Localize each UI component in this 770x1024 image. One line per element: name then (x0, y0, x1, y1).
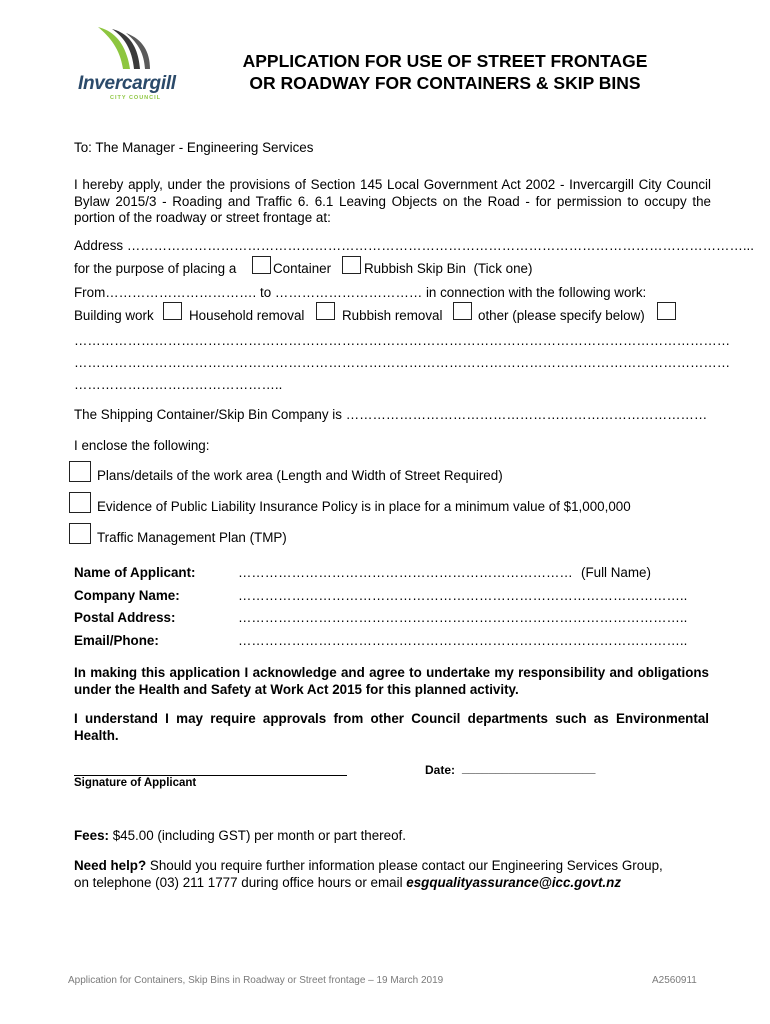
skip-bin-label: Rubbish Skip Bin (364, 261, 466, 276)
full-name-hint: (Full Name) (581, 565, 651, 580)
specify-line-1[interactable]: ………………………………………………………………………………………………………………………………… (74, 333, 731, 348)
help-email-link[interactable]: esgqualityassurance@icc.govt.nz (406, 875, 622, 890)
applicant-name-field[interactable]: ………………………………………………………………… (238, 565, 573, 580)
title-line-2: OR ROADWAY FOR CONTAINERS & SKIP BINS (249, 73, 641, 93)
date-label: Date: (425, 763, 456, 777)
logo-swoosh-icon (92, 25, 162, 75)
company-line (74, 407, 707, 422)
intro-paragraph: I hereby apply, under the provisions of Section 145 Local Government Act 2002 - Invercargill City Council Bylaw 2015/3 - Roading and Traffic 6. 6.1 Leaving Objects on the Road - for permission to occupy the portion of the roadway or street frontage at: (74, 177, 711, 225)
form-title (190, 50, 700, 94)
address-label: Address (74, 238, 124, 253)
title-line-1: APPLICATION FOR USE OF STREET FRONTAGE (242, 51, 648, 71)
logo-name: Invercargill (78, 73, 176, 94)
company-line-label: The Shipping Container/Skip Bin Company is (74, 407, 342, 422)
address-field[interactable]: …………………………………………………………………………………………………………………………... (126, 238, 754, 253)
skip-bin-option-label (364, 261, 532, 276)
specify-line-3[interactable]: ……………………………………….. (74, 377, 283, 392)
help-label: Need help? (74, 858, 147, 873)
company-name-label: Company Name: (74, 588, 180, 603)
work-other-label: other (please specify below) (478, 308, 645, 323)
container-option-label: Container (273, 261, 332, 276)
help-text-1: Should you require further information please contact our Engineering Services Group, (149, 858, 663, 873)
footer-document-title: Application for Containers, Skip Bins in Roadway or Street frontage – 19 March 2019 (68, 975, 444, 986)
rubbish-removal-checkbox[interactable] (453, 302, 472, 320)
help-line-1 (74, 858, 663, 873)
postal-address-label: Postal Address: (74, 610, 176, 625)
plans-checkbox[interactable] (69, 461, 91, 482)
enclose-item-tmp: Traffic Management Plan (TMP) (97, 530, 287, 545)
connection-text: in connection with the following work: (425, 285, 647, 300)
logo-tagline: CITY COUNCIL (110, 95, 162, 101)
date-range-line (74, 285, 646, 300)
household-removal-checkbox[interactable] (316, 302, 335, 320)
enclose-item-plans: Plans/details of the work area (Length and Width of Street Required) (97, 468, 503, 483)
addressee-line: To: The Manager - Engineering Services (74, 140, 314, 155)
skip-bin-checkbox[interactable] (342, 256, 361, 274)
to-date-field[interactable]: …………………………… (274, 285, 423, 300)
email-phone-label: Email/Phone: (74, 633, 159, 648)
purpose-label: for the purpose of placing a (74, 261, 237, 276)
specify-line-2[interactable]: ………………………………………………………………………………………………………………………………… (74, 355, 731, 370)
building-work-checkbox[interactable] (163, 302, 182, 320)
signature-line[interactable] (74, 775, 347, 776)
enclose-item-insurance: Evidence of Public Liability Insurance Policy is in place for a minimum value of $1,000,000 (97, 499, 631, 514)
company-name-field[interactable]: ……………………………………………………………………………………….. (238, 588, 688, 603)
skip-bin-company-field[interactable]: ……………………………………………………………………… (345, 407, 708, 422)
fees-text: $45.00 (including GST) per month or part thereof. (112, 828, 406, 843)
from-label: From (74, 285, 106, 300)
postal-address-field[interactable]: ……………………………………………………………………………………….. (238, 610, 688, 625)
signature-label: Signature of Applicant (74, 777, 197, 789)
help-line-2 (74, 875, 621, 890)
from-date-field[interactable]: ……………………………. (105, 285, 257, 300)
date-field[interactable]: ____________________ (462, 761, 596, 775)
container-checkbox[interactable] (252, 256, 271, 274)
tmp-checkbox[interactable] (69, 523, 91, 544)
work-building-label: Building work (74, 308, 154, 323)
approvals-paragraph: I understand I may require approvals from other Council departments such as Environmental Health. (74, 711, 709, 743)
address-line[interactable] (74, 238, 754, 253)
tick-one-hint: (Tick one) (473, 261, 533, 276)
footer-document-id: A2560911 (652, 975, 697, 986)
help-text-2: on telephone (03) 211 1777 during office hours or email (74, 875, 403, 890)
other-work-checkbox[interactable] (657, 302, 676, 320)
work-household-label: Household removal (189, 308, 305, 323)
applicant-name-label: Name of Applicant: (74, 565, 196, 580)
work-rubbish-label: Rubbish removal (342, 308, 443, 323)
enclose-heading: I enclose the following: (74, 438, 210, 453)
fees-label: Fees: (74, 828, 109, 843)
acknowledge-paragraph: In making this application I acknowledge and agree to undertake my responsibility and obligations under the Health and Safety at Work Act 2015 for this planned activity. (74, 665, 709, 697)
email-phone-field[interactable]: ……………………………………………………………………………………….. (238, 633, 688, 648)
to-label: to (260, 285, 272, 300)
insurance-checkbox[interactable] (69, 492, 91, 513)
fees-line (74, 828, 406, 843)
